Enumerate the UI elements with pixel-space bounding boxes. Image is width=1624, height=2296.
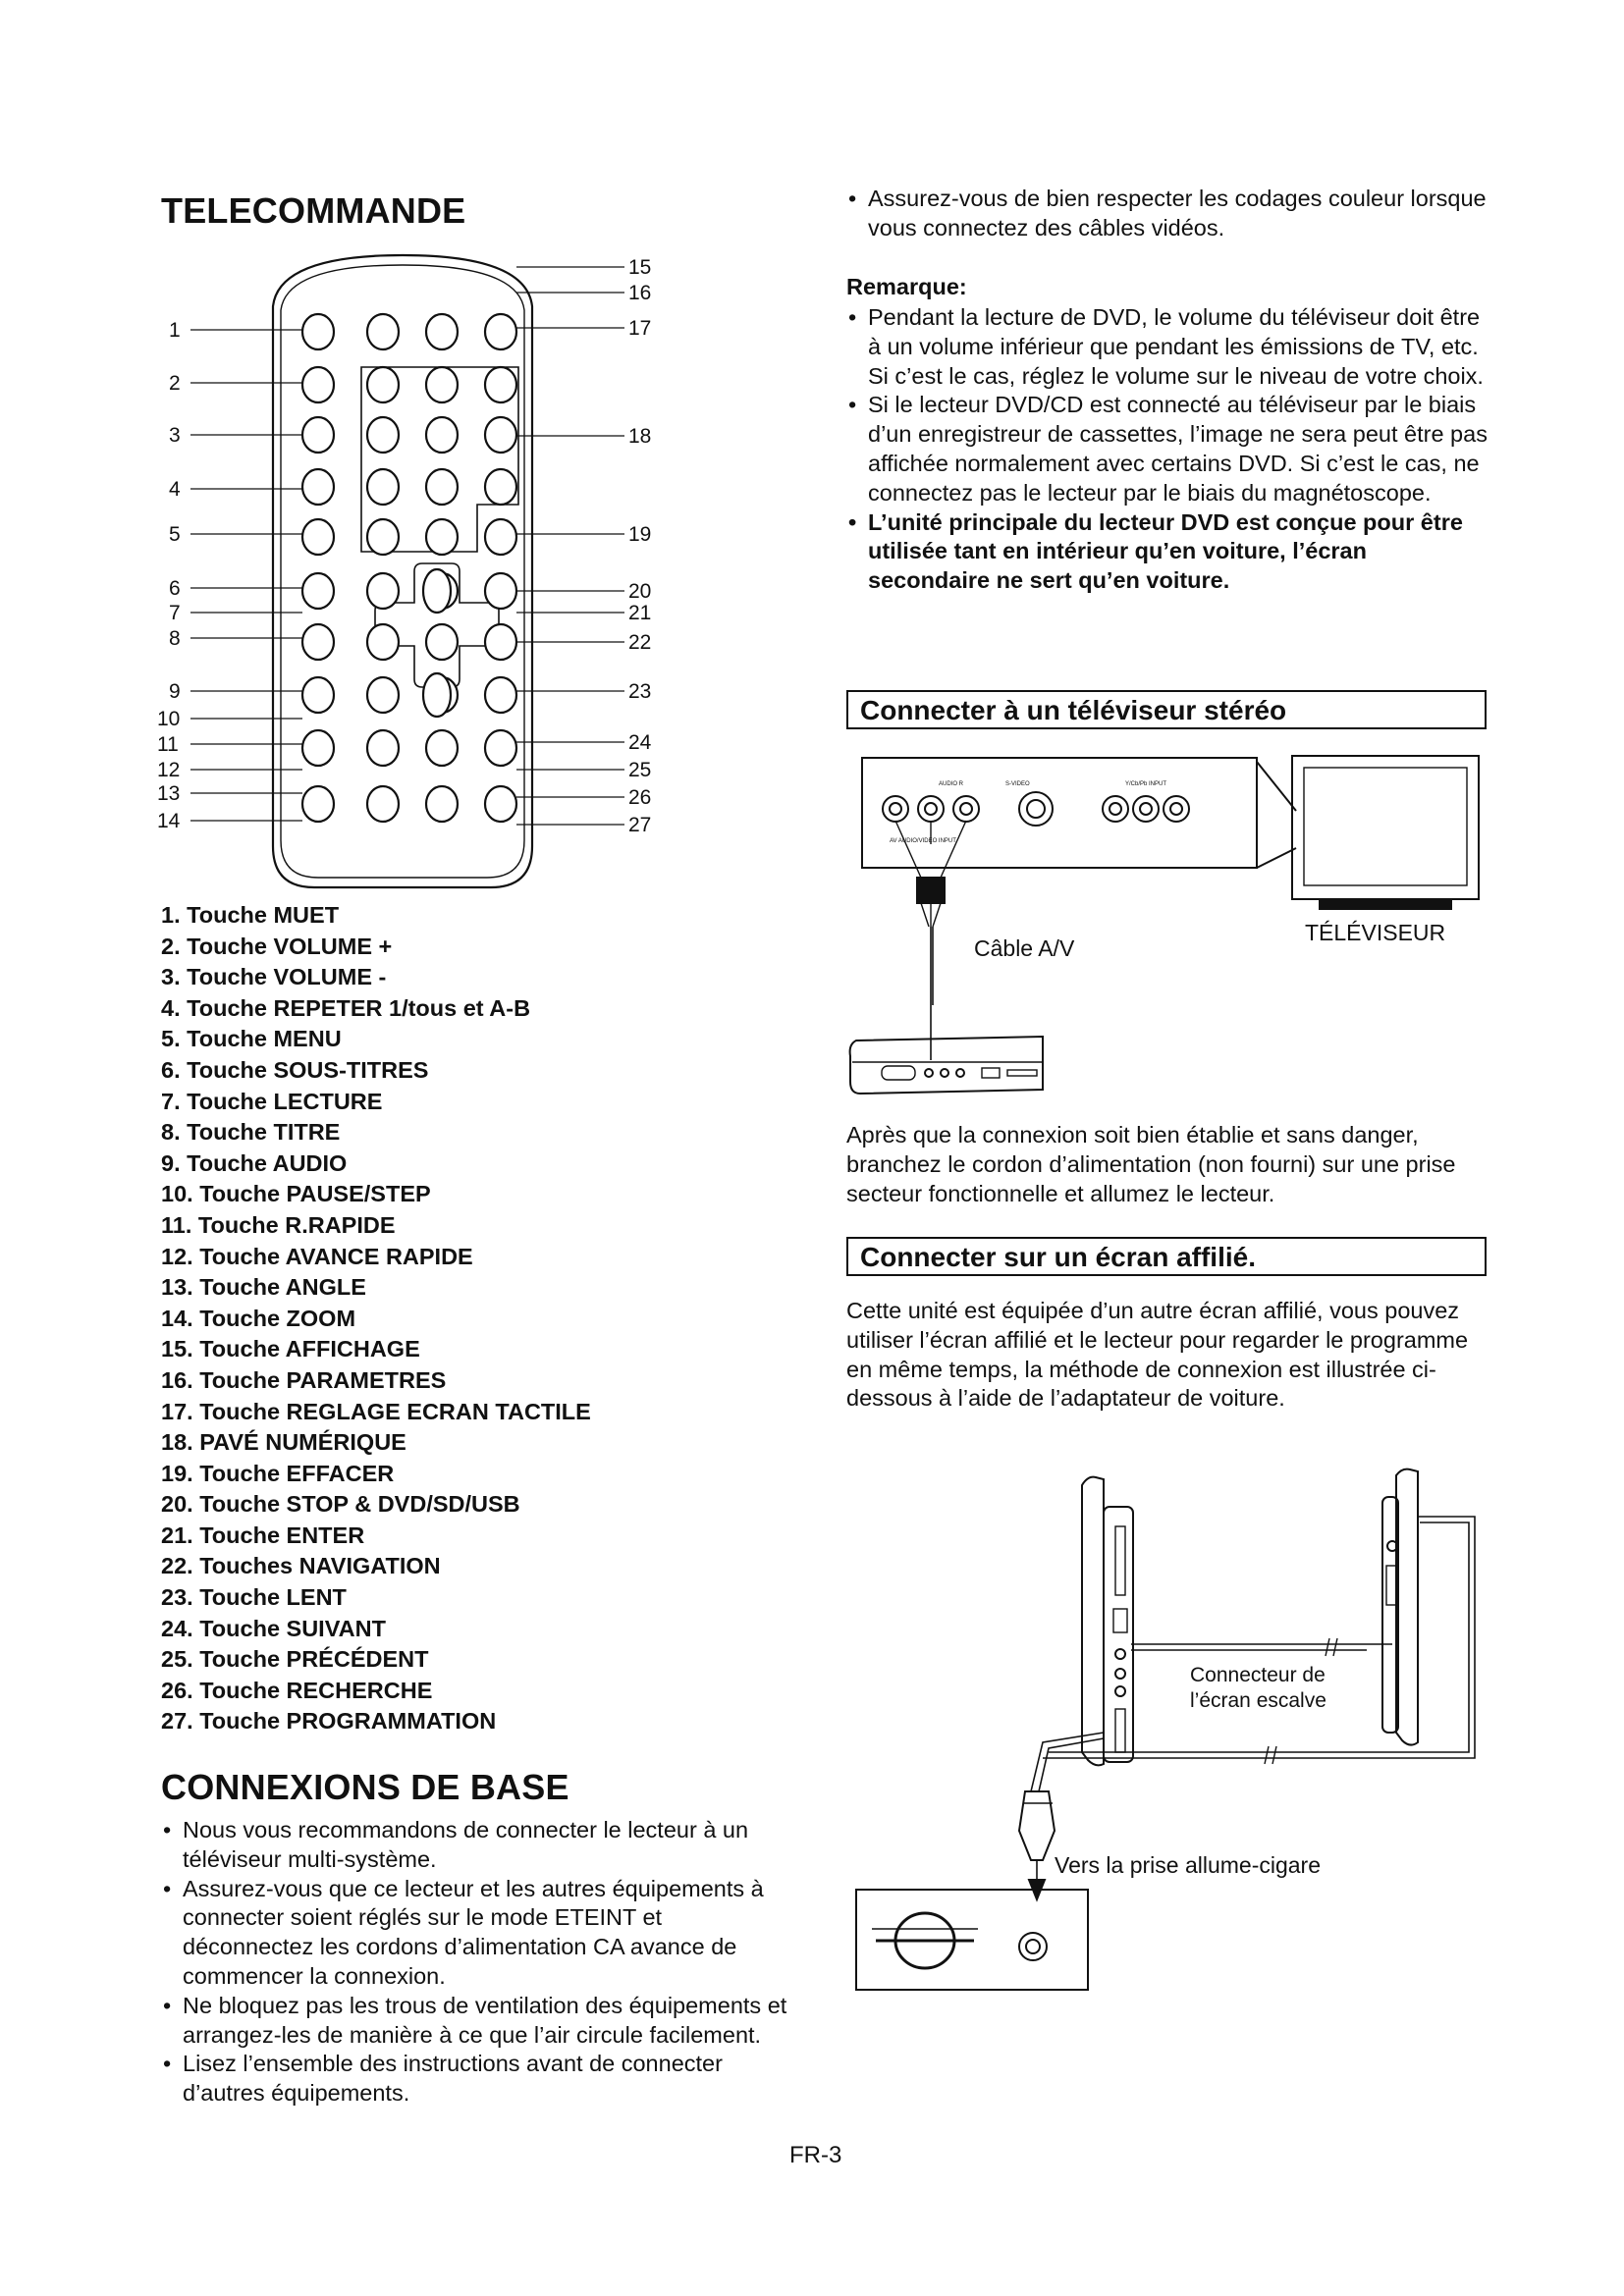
remote-callout-right: 26: [628, 786, 652, 809]
remote-key-item: 2. Touche VOLUME +: [161, 933, 393, 959]
cigar-label: Vers la prise allume-cigare: [1055, 1852, 1322, 1878]
remote-button[interactable]: [367, 469, 399, 505]
remote-key-item: 3. Touche VOLUME -: [161, 964, 387, 990]
remote-key-item: 5. Touche MENU: [161, 1026, 342, 1052]
remote-button[interactable]: [367, 730, 399, 766]
remark-title: Remarque:: [846, 274, 967, 299]
basic-connections-title: CONNEXIONS DE BASE: [161, 1767, 569, 1807]
car-adapter-diagram: [846, 1468, 1494, 2017]
remote-callout-right: 21: [628, 602, 652, 624]
remote-key-item: 26. Touche RECHERCHE: [161, 1677, 433, 1703]
remote-button[interactable]: [426, 367, 458, 402]
portable-player: [850, 1037, 1043, 1094]
remote-key-item: 1. Touche MUET: [161, 902, 340, 928]
remote-callout-right: 18: [628, 425, 652, 448]
remote-callout-left: 9: [169, 680, 181, 703]
remote-key-item: 24. Touche SUIVANT: [161, 1615, 386, 1641]
remote-button[interactable]: [302, 314, 334, 349]
basic-connections-list: [161, 1816, 789, 2109]
remote-button[interactable]: [485, 314, 516, 349]
remark-bullet-1: • Pendant la lecture de DVD, le volume du téléviseur doit être à un volume inférieur que pendant les émissions de TV, etc. Si c’est le cas, réglez le volume sur le niveau de votre choix.: [846, 303, 1494, 391]
remote-key-item: 16. Touche PARAMETRES: [161, 1366, 447, 1393]
tv-back-panel: [862, 758, 1257, 868]
remote-callout-left: 13: [157, 782, 181, 805]
remote-callout-left: 7: [169, 602, 181, 624]
affiliate-screen-side: [1396, 1469, 1418, 1745]
enter-button[interactable]: [426, 624, 458, 660]
remote-callout-right: 19: [628, 523, 652, 546]
remote-button[interactable]: [485, 786, 516, 822]
remote-key-item: 13. Touche ANGLE: [161, 1274, 366, 1301]
remote-button[interactable]: [426, 786, 458, 822]
remote-button[interactable]: [485, 367, 516, 402]
remote-callout-left: 8: [169, 627, 181, 650]
remote-key-item: 20. Touche STOP & DVD/SD/USB: [161, 1491, 520, 1518]
remote-button[interactable]: [302, 624, 334, 660]
basic-connection-bullet: • Lisez l’ensemble des instructions avant de connecter d’autres équipements.: [161, 2050, 789, 2109]
panel-label-s-video: S-VIDEO: [1005, 781, 1030, 787]
tv-label: TÉLÉVISEUR: [1305, 920, 1446, 945]
basic-connection-bullet: • Ne bloquez pas les trous de ventilation des équipements et arrangez-les de manière à ce que l’air circule facilement.: [161, 1992, 789, 2051]
remote-callout-left: 10: [157, 708, 181, 730]
remote-button[interactable]: [485, 624, 516, 660]
remote-button[interactable]: [485, 573, 516, 609]
remote-callout-left: 2: [169, 372, 181, 395]
connector-label-line1: Connecteur de: [1190, 1664, 1326, 1686]
remote-button[interactable]: [302, 367, 334, 402]
remote-callout-left: 12: [157, 759, 181, 781]
nav-arrow-button[interactable]: [423, 673, 451, 717]
remote-key-item: 6. Touche SOUS-TITRES: [161, 1056, 429, 1083]
remote-button[interactable]: [485, 730, 516, 766]
remote-button[interactable]: [302, 677, 334, 713]
remote-button[interactable]: [367, 519, 399, 555]
remote-key-item: 9. Touche AUDIO: [161, 1149, 348, 1176]
remote-button[interactable]: [485, 417, 516, 453]
remote-callout-right: 25: [628, 759, 652, 781]
remote-key-item: 18. PAVÉ NUMÉRIQUE: [161, 1429, 406, 1456]
remote-button[interactable]: [485, 519, 516, 555]
connector-label-line2: l’écran escalve: [1190, 1689, 1326, 1712]
remote-callout-left: 1: [169, 319, 181, 342]
remote-section-title: TELECOMMANDE: [161, 190, 466, 231]
remote-button[interactable]: [302, 730, 334, 766]
cable-label: Câble A/V: [974, 935, 1075, 961]
color-coding-note: [846, 185, 1489, 243]
remote-button[interactable]: [426, 730, 458, 766]
remote-callout-left: 5: [169, 523, 181, 546]
remote-callout-right: 17: [628, 317, 652, 340]
remote-key-item: 27. Touche PROGRAMMATION: [161, 1708, 497, 1735]
tv-connection-diagram: [846, 750, 1494, 1143]
tv-section-header: Connecter à un téléviseur stéréo: [846, 690, 1487, 729]
remark-bullet-bold: • L’unité principale du lecteur DVD est conçue pour être utilisée tant en intérieur qu’en voiture, l’écran secondaire ne sert qu’en voiture.: [846, 508, 1494, 596]
remote-callout-right: 20: [628, 580, 652, 603]
remote-button[interactable]: [367, 677, 399, 713]
remote-callout-right: 15: [628, 256, 652, 279]
remote-button[interactable]: [485, 677, 516, 713]
remote-key-item: 11. Touche R.RAPIDE: [161, 1211, 396, 1238]
remote-button[interactable]: [367, 367, 399, 402]
panel-label-ycbcr: Y/Cb/Pb INPUT: [1125, 781, 1167, 787]
remote-button[interactable]: [302, 469, 334, 505]
color-coding-bullet: • Assurez-vous de bien respecter les codages couleur lorsque vous connectez des câbles vidéos.: [846, 185, 1489, 243]
remote-key-item: 4. Touche REPETER 1/tous et A-B: [161, 994, 531, 1021]
remote-key-item: 14. Touche ZOOM: [161, 1305, 356, 1331]
remote-callout-left: 14: [157, 810, 181, 832]
remark-bullet-2: • Si le lecteur DVD/CD est connecté au téléviseur par le biais d’un enregistreur de cassettes, l’image ne sera peut être pas affichée normalement avec certains DVD. Si c’est le cas, ne connectez pas le lecteur par le biais du magnétoscope.: [846, 391, 1494, 507]
remote-button[interactable]: [426, 469, 458, 505]
page-number: FR-3: [789, 2142, 842, 2168]
remote-button[interactable]: [485, 469, 516, 505]
remote-button[interactable]: [426, 314, 458, 349]
remote-key-item: 19. Touche EFFACER: [161, 1460, 395, 1486]
remote-key-list: [161, 900, 789, 1737]
remote-key-item: 10. Touche PAUSE/STEP: [161, 1181, 431, 1207]
remote-button[interactable]: [367, 624, 399, 660]
remote-button[interactable]: [367, 314, 399, 349]
remote-button[interactable]: [302, 573, 334, 609]
panel-label-av-input: AV AUDIO/VIDEO INPUT: [890, 838, 956, 844]
panel-jacks: [883, 792, 1189, 826]
remote-callout-right: 24: [628, 731, 652, 754]
remote-key-item: 23. Touche LENT: [161, 1584, 347, 1611]
remote-key-item: 25. Touche PRÉCÉDENT: [161, 1646, 429, 1673]
screen-section-header: Connecter sur un écran affilié.: [846, 1237, 1487, 1276]
remote-callout-right: 22: [628, 631, 652, 654]
remote-callout-right: 23: [628, 680, 652, 703]
tv-section-paragraph: Après que la connexion soit bien établie et sans danger, branchez le cordon d’alimentation (non fourni) sur une prise secteur fonctionnelle et allumez le lecteur.: [846, 1122, 1456, 1206]
tv-outline: [1292, 756, 1479, 899]
remote-callout-right: 27: [628, 814, 652, 836]
panel-label-audio-r: AUDIO R: [939, 781, 964, 787]
remote-key-item: 15. Touche AFFICHAGE: [161, 1336, 420, 1362]
main-player-side: [1082, 1477, 1104, 1766]
remote-control-diagram: [157, 247, 687, 897]
remote-button[interactable]: [367, 573, 399, 609]
remote-button[interactable]: [426, 519, 458, 555]
remote-button[interactable]: [367, 417, 399, 453]
screen-section-paragraph: Cette unité est équipée d’un autre écran affilié, vous pouvez utiliser l’écran affilié et le lecteur pour regarder le programme en même temps, la méthode de connexion est illustrée ci-dessous à l’aide de l’adaptateur de voiture.: [846, 1298, 1469, 1412]
remote-key-item: 22. Touches NAVIGATION: [161, 1553, 441, 1579]
basic-connection-bullet: • Nous vous recommandons de connecter le lecteur à un téléviseur multi-système.: [161, 1816, 789, 1875]
remote-key-item: 17. Touche REGLAGE ECRAN TACTILE: [161, 1398, 591, 1424]
remote-button[interactable]: [426, 417, 458, 453]
remark-list: [846, 303, 1494, 596]
remote-button[interactable]: [302, 519, 334, 555]
remote-button[interactable]: [302, 786, 334, 822]
nav-arrow-button[interactable]: [423, 569, 451, 613]
basic-connection-bullet: • Assurez-vous que ce lecteur et les autres équipements à connecter soient réglés sur le mode ETEINT et déconnectez les cordons d’alimentation CA avance de commencer la connexion.: [161, 1875, 789, 1992]
remote-key-item: 21. Touche ENTER: [161, 1522, 365, 1548]
remote-callout-left: 11: [157, 733, 179, 756]
remote-key-item: 7. Touche LECTURE: [161, 1088, 383, 1114]
remote-callout-right: 16: [628, 282, 652, 304]
remote-callout-left: 6: [169, 577, 181, 600]
remote-key-item: 8. Touche TITRE: [161, 1119, 341, 1146]
remote-callout-left: 4: [169, 478, 181, 501]
remote-key-item: 12. Touche AVANCE RAPIDE: [161, 1243, 473, 1269]
remote-callout-left: 3: [169, 424, 181, 447]
remote-button[interactable]: [367, 786, 399, 822]
car-adapter-plug: [1019, 1791, 1055, 1860]
remote-button[interactable]: [302, 417, 334, 453]
